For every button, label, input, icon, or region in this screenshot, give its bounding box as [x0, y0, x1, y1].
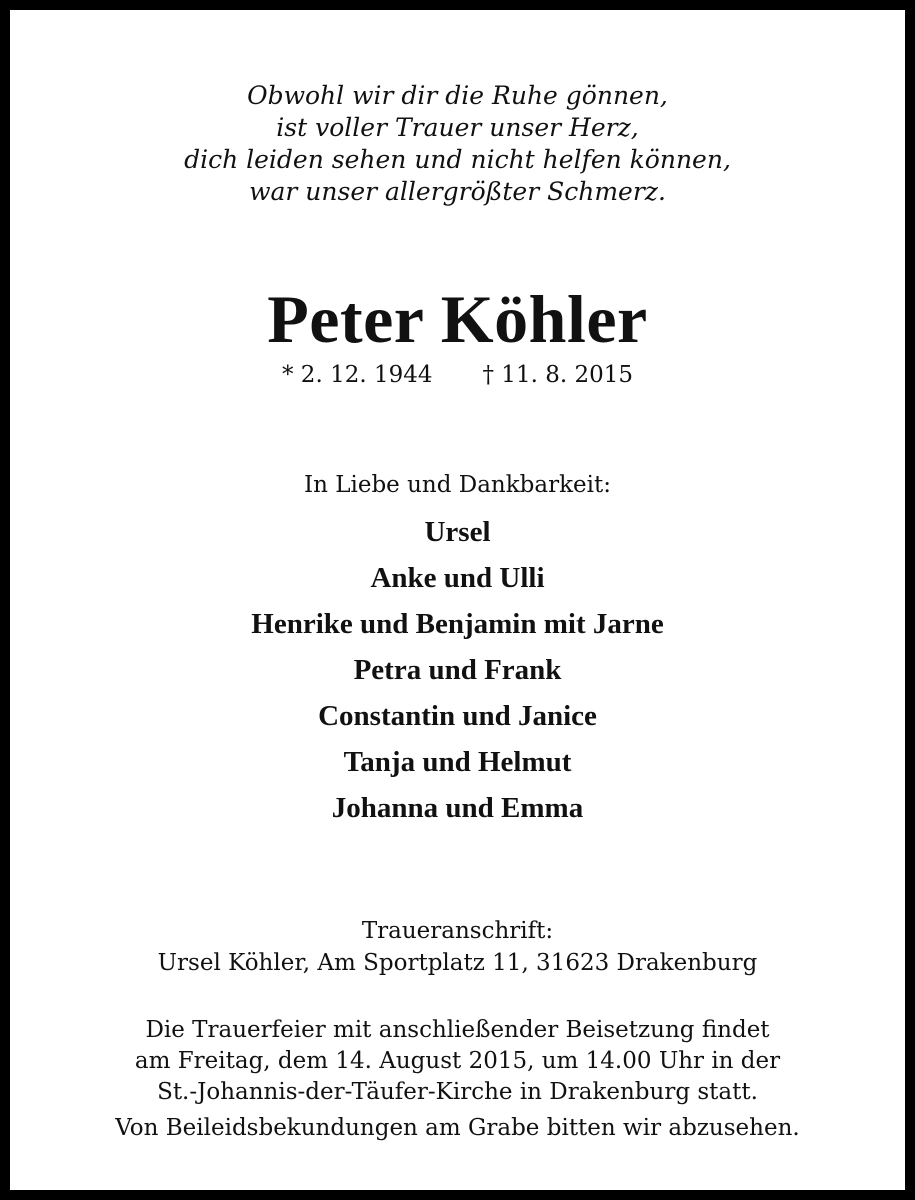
- address-text: Ursel Köhler, Am Sportplatz 11, 31623 Drakenburg: [157, 950, 758, 976]
- ceremony-line: St.-Johannis-der-Täufer-Kirche in Drakenburg statt.: [157, 1079, 758, 1105]
- death-date: † 11. 8. 2015: [482, 362, 633, 388]
- mourner-name: Tanja und Helmut: [343, 746, 572, 778]
- birth-date: * 2. 12. 1944: [282, 362, 433, 388]
- mourner-name: Johanna und Emma: [331, 792, 584, 824]
- memorial-poem: [10, 80, 905, 208]
- ceremony-line: am Freitag, dem 14. August 2015, um 14.00 Uhr in der: [134, 1048, 781, 1074]
- mourner-name: Anke und Ulli: [370, 562, 545, 594]
- life-dates: [10, 360, 905, 390]
- address-label: Traueranschrift:: [361, 918, 554, 944]
- poem-line: dich leiden sehen und nicht helfen können,: [184, 145, 731, 174]
- mourner-name: Henrike und Benjamin mit Jarne: [251, 608, 664, 640]
- mourners-intro: In Liebe und Dankbarkeit:: [304, 472, 611, 498]
- poem-line: Obwohl wir dir die Ruhe gönnen,: [247, 81, 668, 110]
- mourners-list: [10, 513, 905, 835]
- mourning-address: [10, 915, 905, 979]
- mourner-name: Constantin und Janice: [318, 700, 597, 732]
- poem-line: ist voller Trauer unser Herz,: [276, 113, 639, 142]
- deceased-name: Peter Köhler: [267, 281, 648, 357]
- ceremony-line: Die Trauerfeier mit anschließender Beisetzung findet: [145, 1017, 770, 1043]
- condolence-note: Von Beileidsbekundungen am Grabe bitten wir abzusehen.: [115, 1115, 800, 1141]
- mourner-name: Petra und Frank: [353, 654, 562, 686]
- mourner-name: Ursel: [424, 516, 491, 548]
- poem-line: war unser allergrößter Schmerz.: [249, 177, 666, 206]
- funeral-ceremony-info: [10, 1015, 905, 1108]
